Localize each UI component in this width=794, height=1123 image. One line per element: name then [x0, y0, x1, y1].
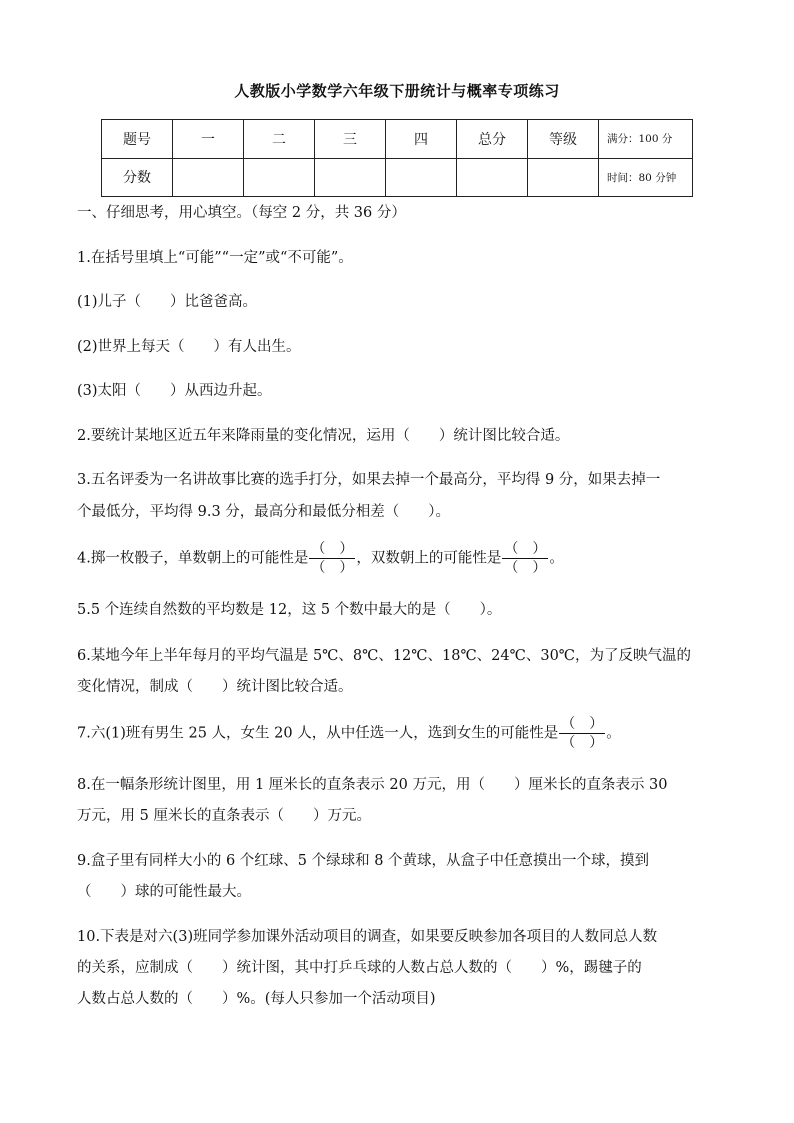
- question-10-line-3: 人数占总人数的（ ）%。(每人只参加一个活动项目): [77, 991, 436, 1007]
- score-cell-grade: [528, 158, 599, 197]
- question-1-sub-1: (1)儿子（ ）比爸爸高。: [77, 294, 258, 310]
- header-cell-grade: 等级: [528, 120, 599, 159]
- question-7-text-1: 7.六(1)班有男生 25 人，女生 20 人，从中任选一人，选到女生的可能性是: [77, 725, 559, 742]
- fraction-denominator: （ ）: [311, 560, 354, 576]
- fraction-numerator: （ ）: [504, 541, 547, 557]
- fraction-denominator: （ ）: [504, 560, 547, 576]
- question-5: 5.5 个连续自然数的平均数是 12，这 5 个数中最大的是（ ）。: [77, 602, 502, 618]
- score-table-header-row: [102, 120, 693, 159]
- fraction-denominator: （ ）: [561, 735, 604, 751]
- full-marks-cell: 满分：100 分: [599, 120, 693, 159]
- fraction-numerator: （ ）: [311, 541, 354, 557]
- question-4-text-2: ，双数朝上的可能性是: [356, 550, 502, 567]
- question-9-line-2: （ ）球的可能性最大。: [77, 884, 251, 900]
- time-cell: 时间：80 分钟: [599, 158, 693, 197]
- fraction-numerator: （ ）: [561, 716, 604, 732]
- question-10-line-1: 10.下表是对六(3)班同学参加课外活动项目的调查，如果要反映参加各项目的人数同总人数: [77, 929, 658, 945]
- question-8-line-1: 8.在一幅条形统计图里，用 1 厘米长的直条表示 20 万元，用（ ）厘米长的直条表示 30: [77, 777, 668, 793]
- fraction-blank-girl: [559, 716, 605, 751]
- fraction-blank-even: [502, 541, 548, 576]
- score-cell-section-3: [315, 158, 386, 197]
- page-title: 人教版小学数学六年级下册统计与概率专项练习: [234, 82, 560, 100]
- question-7-text-2: 。: [606, 725, 621, 742]
- question-3-line-2: 个最低分，平均得 9.3 分，最高分和最低分相差（ ）。: [77, 504, 451, 520]
- score-cell-total: [457, 158, 528, 197]
- question-1-stem: 1.在括号里填上“可能”“一定”或“不可能”。: [77, 250, 353, 266]
- question-4-text-3: 。: [549, 550, 564, 567]
- header-cell-section-2: 二: [244, 120, 315, 159]
- header-cell-section-4: 四: [386, 120, 457, 159]
- question-6-line-2: 变化情况，制成（ ）统计图比较合适。: [77, 679, 353, 695]
- header-cell-question-number: 题号: [102, 120, 173, 159]
- score-cell-section-4: [386, 158, 457, 197]
- question-4: [77, 541, 564, 576]
- question-4-text-1: 4.掷一枚骰子，单数朝上的可能性是: [77, 550, 309, 567]
- score-table-score-row: [102, 158, 693, 197]
- question-6-line-1: 6.某地今年上半年每月的平均气温是 5℃、8℃、12℃、18℃、24℃、30℃，为了反映气温的: [77, 648, 692, 664]
- question-2: 2.要统计某地区近五年来降雨量的变化情况，运用（ ）统计图比较合适。: [77, 428, 570, 444]
- score-table: [101, 119, 693, 197]
- header-cell-section-1: 一: [173, 120, 244, 159]
- question-7: [77, 716, 621, 751]
- section-1-heading: 一、仔细思考，用心填空。（每空 2 分，共 36 分）: [77, 205, 406, 221]
- question-9-line-1: 9.盒子里有同样大小的 6 个红球、5 个绿球和 8 个黄球，从盒子中任意摸出一个球，摸到: [77, 853, 650, 869]
- header-cell-section-3: 三: [315, 120, 386, 159]
- question-1-sub-3: (3)太阳（ ）从西边升起。: [77, 383, 272, 399]
- score-cell-section-2: [244, 158, 315, 197]
- question-10-line-2: 的关系，应制成（ ）统计图，其中打乒乓球的人数占总人数的（ ）%，踢毽子的: [77, 960, 642, 976]
- header-cell-total: 总分: [457, 120, 528, 159]
- fraction-blank-odd: [309, 541, 355, 576]
- question-8-line-2: 万元，用 5 厘米长的直条表示（ ）万元。: [77, 808, 371, 824]
- question-1-sub-2: (2)世界上每天（ ）有人出生。: [77, 339, 301, 355]
- score-cell-section-1: [173, 158, 244, 197]
- score-row-label: 分数: [102, 158, 173, 197]
- question-3-line-1: 3.五名评委为一名讲故事比赛的选手打分，如果去掉一个最高分，平均得 9 分，如果去掉一: [77, 472, 661, 488]
